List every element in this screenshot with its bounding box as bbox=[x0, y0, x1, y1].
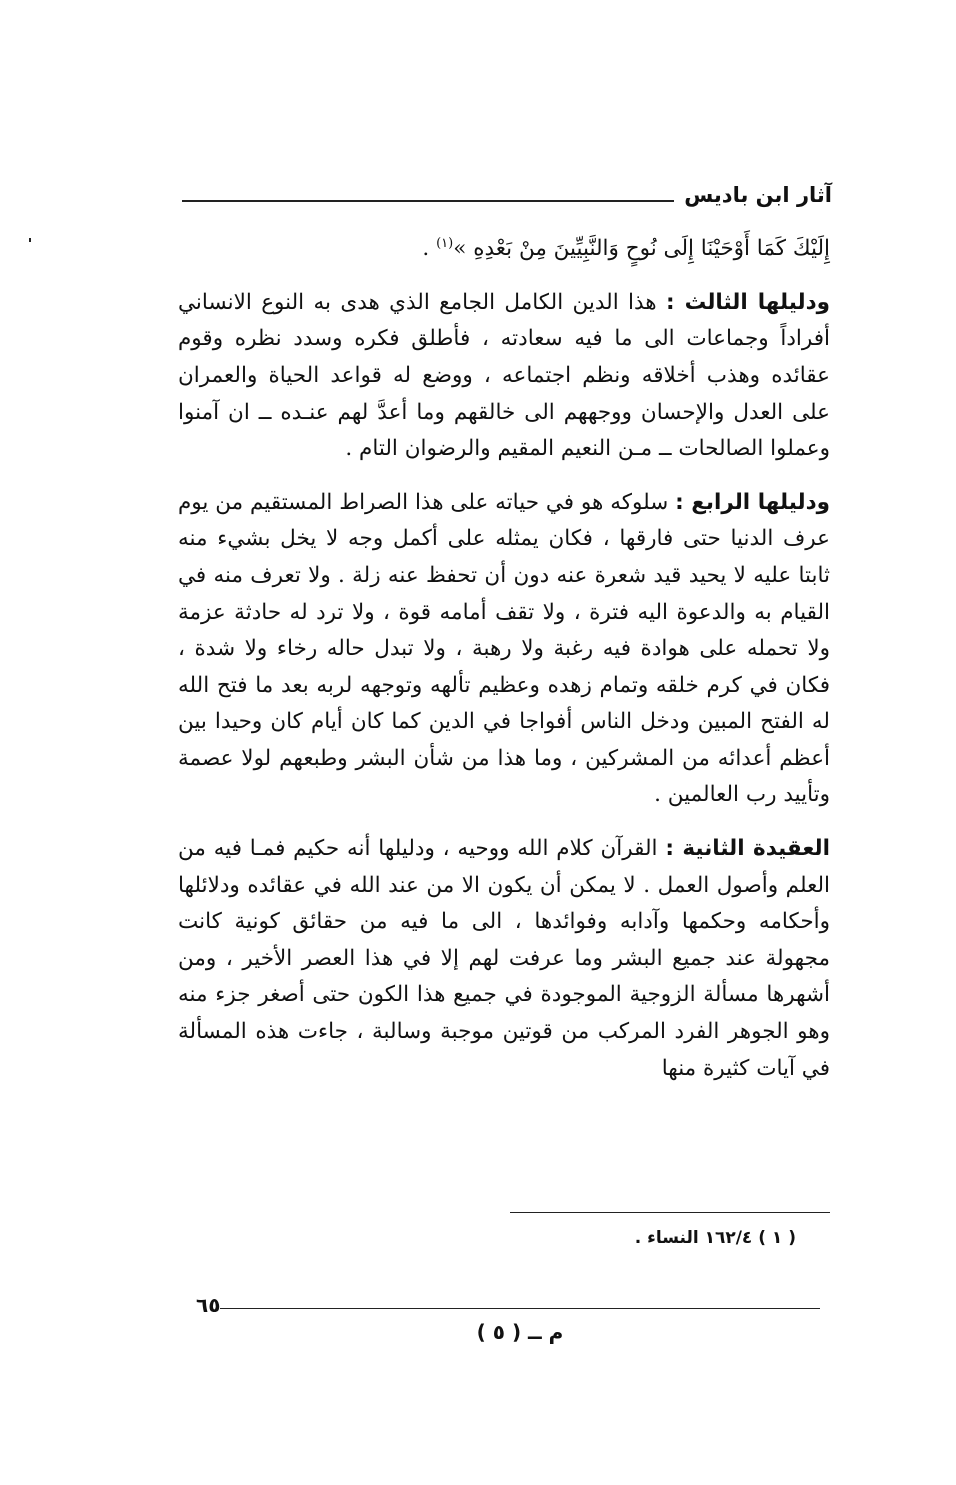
running-title: آثار ابن باديس bbox=[684, 183, 832, 207]
header-rule bbox=[182, 200, 674, 202]
printer-signature: م ــ ( ٥ ) bbox=[476, 1320, 564, 1344]
footnote: ( ١ ) ١٦٢/٤ النساء . bbox=[634, 1228, 796, 1248]
paragraph-text-third: هذا الدين الكامل الجامع الذي هدى به النوع الانساني أفراداً وجماعات الى ما فيه سعادته ، فأطلق فكره وسدد نظره وقوم عقائده وهذب أخلاقه ونظم اجتماعه ، ووضع له قواعد الحياة والعمران على العدل والإحسان ووجههم الى خالقهم وما أعدَّ لهم عنـده ــ ان آمنوا وعملوا الصالحات ــ مـن النعيم المقيم والرضوان التام . bbox=[178, 289, 830, 462]
footnote-ref-mark: (١) bbox=[436, 236, 454, 251]
paragraph-text-fourth: سلوكه هو في حياته على هذا الصراط المستقيم من يوم عرف الدنيا حتى فارقها ، فكان يمثله على أكمل وجه لا يخل بشيء منه ثابتا عليه لا يحيد قيد شعرة عنه دون أن تحفظ عنه زلة . ولا تعرف منه في القيام به والدعوة اليه فترة ، ولا تقف أمامه قوة ، ولا ترد له حادثة عزمة ولا تحمله على هوادة فيه رغبة ولا رهبة ، ولا تبدل حاله رخاء ولا شدة ، فكان في كرم خلقه وتمام زهده وعظيم تألهه وتوجهه لربه بعد ما فتح الله له الفتح المبين ودخل الناس أفواجا في الدين كما كان أيام كان وحيدا بين أعظم أعدائه من المشركين ، وما هذا من شأن البشر وطبعهم لولا عصمة وتأييد رب العالمين . bbox=[178, 489, 830, 808]
page-footer bbox=[196, 1290, 832, 1320]
paragraph-lead-second-creed: العقيدة الثانية : bbox=[665, 836, 830, 862]
paragraph-third-proof bbox=[178, 285, 830, 468]
paragraph-fourth-proof bbox=[178, 485, 830, 814]
paragraph-lead-third: ودليلها الثالث : bbox=[665, 289, 831, 315]
paragraph-second-creed bbox=[178, 831, 830, 1087]
paragraph-text-second-creed: القرآن كلام الله ووحيه ، ودليلها أنه حكيم فمـا فيه من العلم وأصول العمل . لا يمكن أن يكون الا من عند الله في عقائده ودلائلها وأحكامه وحكمها وآدابه وفوائدها ، الى ما فيه من حقائق كونية كانت مجهولة عند جميع البشر وما عرفت لهم إلا في هذا العصر الأخير ، ومن أشهرها مسألة الزوجية الموجودة في جميع هذا الكون حتى أصغر جزء منه وهو الجوهر الفرد المركب من قوتين موجبة وسالبة ، جاءت هذه المسألة في آيات كثيرة منها bbox=[178, 836, 830, 1081]
main-text bbox=[178, 226, 830, 1087]
verse-end: . bbox=[422, 236, 437, 262]
page-number: ٦٥ bbox=[196, 1293, 221, 1317]
running-header bbox=[182, 172, 832, 206]
scan-speck bbox=[29, 238, 31, 242]
footer-rule bbox=[220, 1308, 820, 1309]
paragraph-lead-fourth: ودليلها الرابع : bbox=[675, 489, 830, 515]
verse-paragraph bbox=[178, 226, 830, 268]
footnote-rule bbox=[510, 1212, 830, 1213]
verse-line: إِلَيْكَ كَمَا أَوْحَيْنَا إِلَى نُوحٍ وَالنَّبِيِّينَ مِنْ بَعْدِهِ » bbox=[453, 236, 830, 262]
